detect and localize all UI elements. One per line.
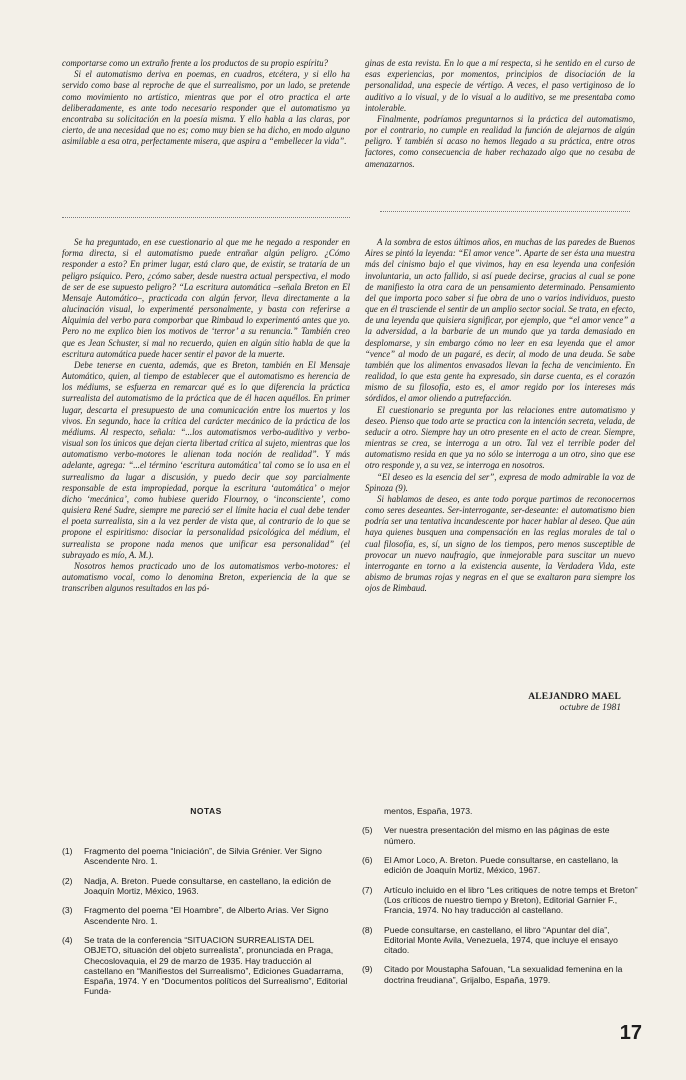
paragraph: comportarse como un extraño frente a los productos de su propio espíritu? [62, 58, 328, 68]
right-column-main [365, 237, 635, 595]
note-item [362, 885, 642, 916]
paragraph: Si hablamos de deseo, es ante todo porque partimos de reconocernos como seres deseantes. Ser-interrogante, ser-deseante: el automatismo bien podría ser una tentativa incandescente por hacer hablar al deseo. Que aún haya quienes busquen una compensación en las reglas morales de tal o cual filosofía, es, sí, un signo de los tiempos, pero menos susceptible de provocar un nuevo naufragio, que inmejorable para suscitar un nuevo interrogante en torno a la existencia ausente, la Verdadera Vida, este abismo de brumas rojas y negras en el que se exaltaron para siempre los ojos de Rimbaud. [365, 493, 635, 594]
paragraph: Nosotros hemos practicado uno de los automatismos verbo-motores: el automatismo vocal, como lo denomina Breton, experiencia de la que se transcriben algunos resultados en las pá- [62, 560, 350, 594]
paragraph: ginas de esta revista. En lo que a mí respecta, si he sentido en el curso de esas experiencias, por momentos, principios de disociación de la personalidad, una especie de vértigo. A veces, el paso vertiginoso de lo auditivo a lo visual, y de lo visual a lo auditivo, se me presentaba como intolerable. [365, 58, 635, 113]
note-text: Puede consultarse, en castellano, el libro “Apuntar del día”, Editorial Monte Avila, Venezuela, 1974, que incluye el ensayo citado. [384, 924, 618, 956]
note-item [62, 905, 352, 926]
signature-block [528, 692, 621, 714]
paragraph: Si el automatismo deriva en poemas, en cuadros, etcétera, y si ello ha servido como base al reproche de que el surrealismo, por un lado, se pretende como movimiento no artístico, mientras que por el otro practica el arte deliberadamente, es ante todo necesario responder que el automatismo ya encontraba su solicitación en la poesía misma. Y ello habla a las claras, por cierto, de una necesidad que no es; como muy bien se ha dicho, en modo alguno asimilable a esa otra, perfectamente misera, que aspira a “embellecer la vida”. [62, 69, 350, 147]
note-item [362, 964, 642, 985]
left-column-top [62, 58, 350, 147]
note-text: Nadja, A. Breton. Puede consultarse, en castellano, la edición de Joaquín Mortiz, México, 1963. [84, 875, 331, 896]
note-item [62, 876, 352, 897]
page-number: 17 [619, 1022, 642, 1044]
note-number: (3) [62, 905, 73, 916]
note-text: El Amor Loco, A. Breton. Puede consultarse, en castellano, la edición de Joaquín Mortiz, México, 1967. [384, 854, 619, 876]
note-number: (9) [362, 964, 373, 975]
note-text: Citado por Moustapha Safouan, “La sexualidad femenina en la doctrina freudiana”, Grijalbo, España, 1979. [384, 964, 623, 985]
note-number: (8) [362, 924, 373, 935]
note-number: (7) [362, 884, 373, 895]
note-text: Se trata de la conferencia “SITUACION SURREALISTA DEL OBJETO, situación del objeto surrealista”, pronunciada en Praga, Checoslovaquia, el 29 de marzo de 1935. Hay traducción al castellano en “Manifiestos del Surrealismo”, Ediciones Guadarrama, España, 1974. Y en “Documentos políticos del Surrealismo”, Editorial Funda- [84, 934, 348, 997]
paragraph: “El deseo es la esencia del ser”, expresa de modo admirable la voz de Spinoza (9). [365, 471, 635, 493]
note-item [362, 855, 642, 876]
note-item [62, 846, 352, 867]
note-number: (5) [362, 825, 373, 836]
note-number: (2) [62, 875, 73, 886]
notes-left-column [62, 846, 352, 1006]
dotted-separator [62, 217, 350, 218]
note-text: Artículo incluido en el libro “Les critiques de notre temps et Breton” (Los críticos de nuestro tiempo y Breton), Editorial Garnier F., Francia, 1974. No hay traducción al castellano. [384, 884, 638, 916]
note-item [362, 825, 642, 846]
paragraph: Debe tenerse en cuenta, además, que es Breton, también en El Mensaje Automático, quien, al tiempo de establecer que el automatismo es herencia de los médiums, se esfuerza en remarcar qué es lo que diferencia la práctica surrealista del automatismo de la práctica que de él hacen aquéllos. En primer lugar, descarta el presupuesto de una comunicación entre los muertos y los vivos. En segundo, hace la crítica del carácter mecánico de la práctica de los médiums. Al respecto, señala: “...los automatismos verbo-auditivo y verbo-visual son los únicos que dejan cierta libertad crítica al sujeto, mientras que los automatismo verbo-motores le alienan toda noción de realidad”. Y más adelante, agrega: “...el término ‘escritura automática’ tal como se lo usa en el surrealismo da lugar a discusión, y puedo decir que soy parcialmente responsable de esta impropiedad, porque la escritura ‘automática’ o mejor dicho ‘mecánica’, como hubiese querido Flournoy, o ‘inconsciente’, como quisiera René Sudre, siempre me pareció ser el límite hacia el cual debe tender el poeta surrealista, sin a la vez perder de vista que, al contrario de lo que se propone el espiritismo: disociar la personalidad psicológica del médium, el surrealista se propone nada menos que unificar esa personalidad” (el subrayado es mío, A. M.). [62, 359, 350, 560]
dotted-separator [380, 211, 630, 212]
note-text: Fragmento del poema “Iniciación”, de Silvia Grénier. Ver Signo Ascendente Nro. 1. [84, 846, 322, 867]
paragraph: A la sombra de estos últimos años, en muchas de las paredes de Buenos Aires se pintó la leyenda: “El amor vence”. Aparte de ser ésta una muestra más del cinismo bajo el que vivimos, hay en esa leyenda una confesión involuntaria, un acto fallido, si así puede decirse, gracias al cual se pone de manifiesto la otra cara de un pensamiento determinado. Pensamiento del que importa poco saber si fue obra de uno o varios individuos, puesto que en él trasciende el sentir de un amplio sector social. Se trata, en efecto, de una leyenda que quisiera significar, por ejemplo, que “el amor vence” a la adversidad, a la barbarie de un mundo que ya tarda demasiado en desplomarse, y sin embargo cómo no leer en esa leyenda que el amor “vence” al modo de un pagaré, es decir, al modo de una deuda. Se sabe también que los alimentos envasados llevan la fecha de vencimiento. En realidad, lo que esta gente ha expresado, sin darse cuenta, es el corazón mismo de su filosofía, esto es, el amor regido por los intereses más sórdidos, el amor oliendo a putrefacción. [365, 237, 635, 404]
note-number: (6) [362, 854, 373, 865]
paragraph: Finalmente, podríamos preguntarnos si la práctica del automatismo, por el contrario, no cumple en realidad la función de alejarnos de algún peligro. Y también si acaso no hemos llegado a su práctica, entre otros factores, como consecuencia de haber rechazado algo que no cesaba de amenazarnos. [365, 113, 635, 169]
note-item [62, 935, 352, 997]
note-text: Fragmento del poema “El Hoambre”, de Alberto Arias. Ver Signo Ascendente Nro. 1. [84, 905, 329, 926]
notes-heading: NOTAS [190, 806, 222, 816]
note-continuation: mentos, España, 1973. [384, 806, 473, 816]
note-text: Ver nuestra presentación del mismo en las páginas de este número. [384, 825, 610, 846]
note-number: (1) [62, 846, 73, 856]
notes-right-column [362, 806, 642, 994]
left-column-main [62, 237, 350, 595]
date: octubre de 1981 [559, 702, 621, 713]
note-number: (4) [62, 934, 73, 945]
author-name: ALEJANDRO MAEL [528, 692, 621, 702]
right-column-top [365, 58, 635, 170]
paragraph: El cuestionario se pregunta por las relaciones entre automatismo y deseo. Pienso que todo arte se practica con la intención secreta, velada, de seducir a otro. Siempre hay un otro presente en el acto de crear. Siempre, mientras se crea, se interroga a un otro. Tal vez el terrible poder del automatismo resida en que ya no sólo se interroga a un otro, sino que ese otro responde y, a su vez, se interroga en nosotros. [365, 404, 635, 471]
note-item [362, 925, 642, 956]
paragraph: Se ha preguntado, en ese cuestionario al que me he negado a responder en forma directa, si el automatismo puede entrañar algún peligro. ¿Cómo responder a esto? En primer lugar, está claro que, de existir, se trataría de un peligro psíquico. Pero, ¿cómo saber, desde nuestra actual perspectiva, el modo de ser de ese supuesto peligro? “La escritura automática –señala Breton en El Mensaje Automático–, practicada con algún fervor, lleva directamente a la alucinación visual, lo experimenté personalmente, y basta con referirse a Alquimia del verbo para comporbar que Rimbaud lo experimentó antes que yo. Pero no me explico bien los motivos de ‘terror’ a su renuncia.” También creo que es Jean Schuster, si mal no recuerdo, quien en algún sitio habla de que la escritura automática puede hacer sentir el pavor de la muerte. [62, 237, 350, 359]
